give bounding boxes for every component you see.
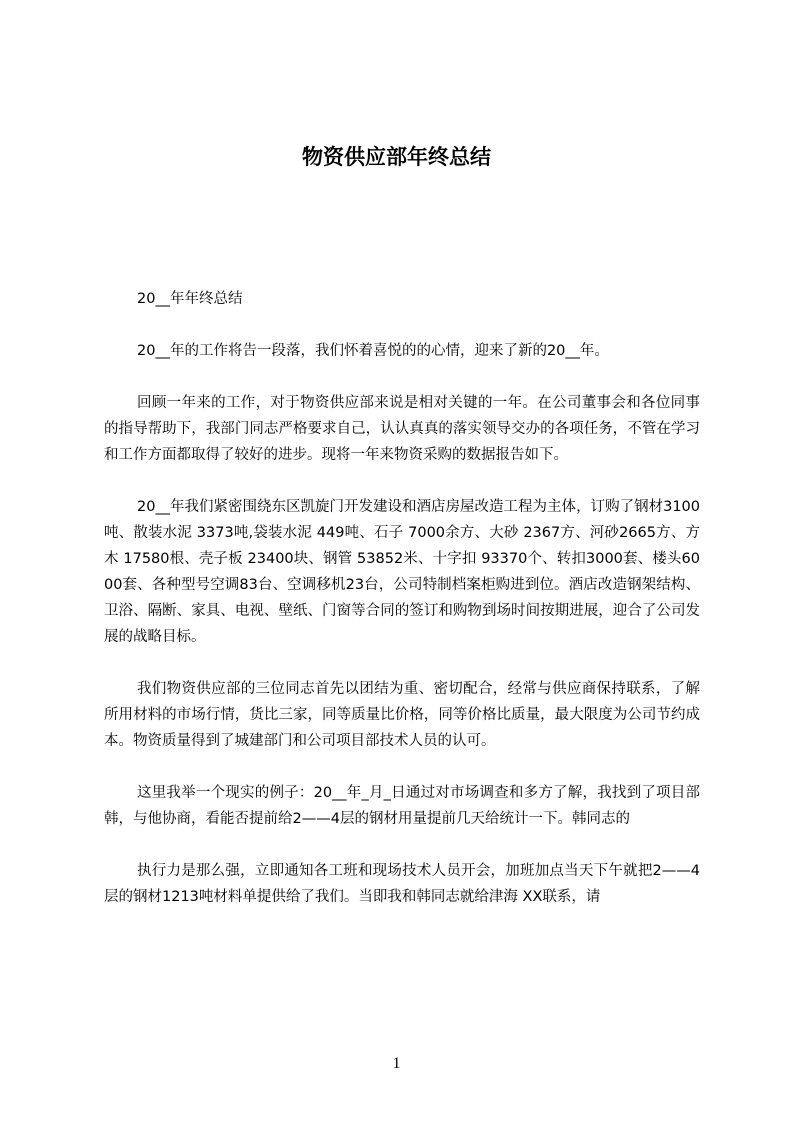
- page-number: 1: [392, 1055, 401, 1072]
- document-title: 物资供应部年终总结: [302, 145, 491, 169]
- paragraph-review: 回顾一年来的工作，对于物资供应部来说是相对关键的一年。在公司董事会和各位同事的指导帮助下，我部门同志严格要求自己，认认真真的落实领导交办的各项任务，不管在学习和工作方面都取得了较好的进步。现将一年来物资采购的数据报告如下。: [104, 395, 700, 463]
- paragraph-teamwork: 我们物资供应部的三位同志首先以团结为重、密切配合，经常与供应商保持联系，了解所用材料的市场行情，货比三家，同等质量比价格，同等价格比质量，最大限度为公司节约成本。物资质量得到了城建部门和公司项目部技术人员的认可。: [104, 681, 700, 749]
- paragraph-intro: 20__年的工作将告一段落，我们怀着喜悦的的心情，迎来了新的20__年。: [137, 343, 609, 359]
- paragraph-procurement-data: 20__年我们紧密围绕东区凯旋门开发建设和酒店房屋改造工程为主体，订购了钢材3100吨、散装水泥 3373吨,袋装水泥 449吨、石子 7000余方、大砂 2367方、河砂2665方、方木 17580根、壳子板 23400块、钢管 53852米、十字扣 93370个、转扣3000套、楼头6000套、各种型号空调83台、空调移机23台，公司特制档案柜购进到位。酒店改造钢架结构、卫浴、隔断、家具、电视、壁纸、门窗等合同的签订和购物到场时间按期进展，迎合了公司发展的战略目标。: [104, 499, 700, 645]
- paragraph-heading: 20__年年终总结: [137, 291, 243, 307]
- document-body: [104, 286, 700, 936]
- paragraph-execution: 执行力是那么强，立即通知各工班和现场技术人员开会，加班加点当天下午就把2——4层的钢材1213吨材料单提供给了我们。当即我和韩同志就给津海 XX联系，请: [104, 863, 700, 905]
- paragraph-example: 这里我举一个现实的例子：20__年_月_日通过对市场调查和多方了解，我找到了项目部韩，与他协商，看能否提前给2——4层的钢材用量提前几天给统计一下。韩同志的: [104, 785, 700, 827]
